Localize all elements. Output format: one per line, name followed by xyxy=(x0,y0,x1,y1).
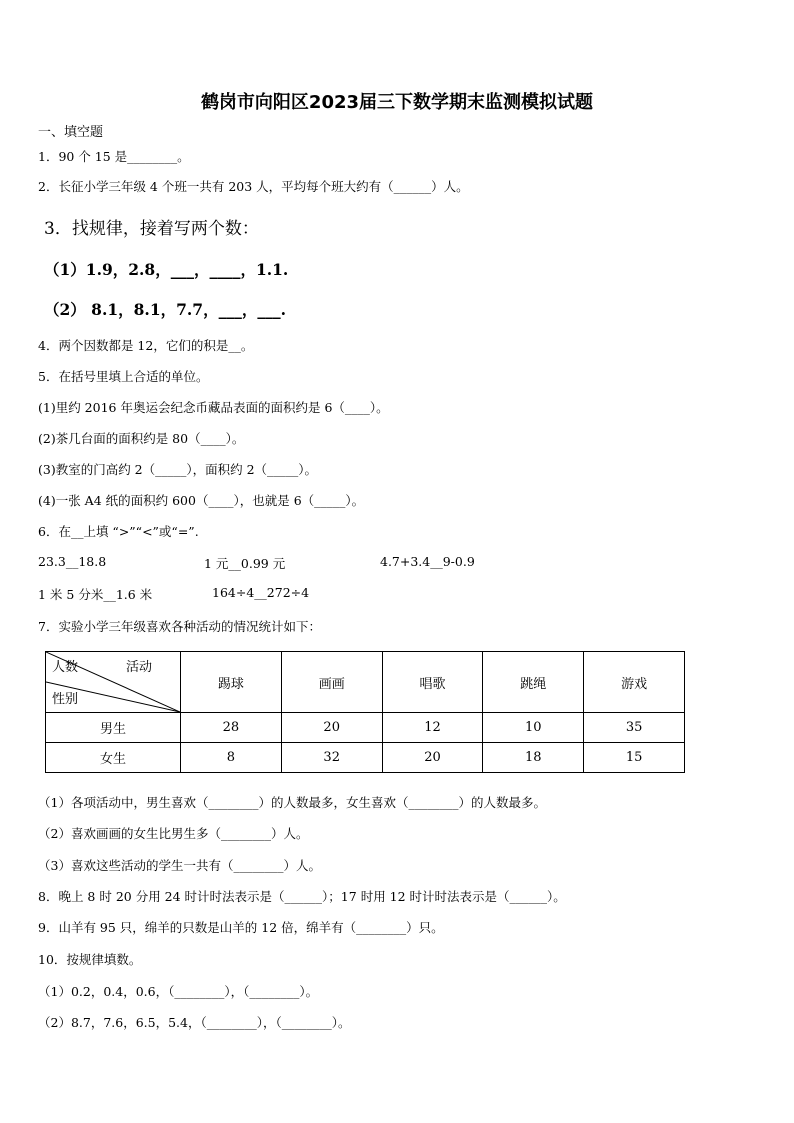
row-label: 女生 xyxy=(46,743,181,773)
question-10-part-1: （1）0.2，0.4，0.6，（________），（________）。 xyxy=(38,984,319,999)
question-5-part-4: (4)一张 A4 纸的面积约 600（____），也就是 6（_____）。 xyxy=(38,493,365,508)
table-cell: 20 xyxy=(382,743,483,773)
question-7-part-2: （2）喜欢画画的女生比男生多（________）人。 xyxy=(38,826,309,841)
question-10-part-2: （2）8.7，7.6，6.5，5.4，（________），（________）。 xyxy=(38,1015,351,1030)
question-3-part-2: （2） 8.1，8.1，7.7，___，___. xyxy=(44,300,286,319)
page-title: 鹤岗市向阳区2023届三下数学期末监测模拟试题 xyxy=(200,92,594,113)
question-6-stem: 6．在__上填 “>”“<”或“=”. xyxy=(38,524,199,539)
question-3-part-1: （1）1.9，2.8，___，____，1.1. xyxy=(44,260,289,279)
table-header-row xyxy=(46,652,685,713)
header-gender-label: 性别 xyxy=(52,692,79,707)
table-cell: 10 xyxy=(483,713,584,743)
column-header: 唱歌 xyxy=(382,652,483,713)
table-cell: 20 xyxy=(281,713,382,743)
question-3-stem: 3．找规律，接着写两个数： xyxy=(44,219,259,239)
compare-item-5: 164÷4__272÷4 xyxy=(212,585,310,600)
question-4: 4．两个因数都是 12，它们的积是__。 xyxy=(38,338,254,353)
column-header: 跳绳 xyxy=(483,652,584,713)
table-cell: 15 xyxy=(584,743,685,773)
question-5-part-1: (1)里约 2016 年奥运会纪念币藏品表面的面积约是 6（____）。 xyxy=(38,400,389,415)
compare-item-4: 1 米 5 分米__1.6 米 xyxy=(38,587,153,602)
row-label: 男生 xyxy=(46,713,181,743)
column-header: 游戏 xyxy=(584,652,685,713)
question-2: 2．长征小学三年级 4 个班一共有 203 人，平均每个班大约有（______）人。 xyxy=(38,179,469,194)
question-5-stem: 5．在括号里填上合适的单位。 xyxy=(38,369,209,384)
column-header: 踢球 xyxy=(181,652,282,713)
table-cell: 8 xyxy=(181,743,282,773)
question-7-stem: 7．实验小学三年级喜欢各种活动的情况统计如下： xyxy=(38,619,321,634)
column-header: 画画 xyxy=(281,652,382,713)
table-row xyxy=(46,713,685,743)
table-cell: 12 xyxy=(382,713,483,743)
question-1: 1．90 个 15 是________。 xyxy=(38,149,190,164)
question-7-part-1: （1）各项活动中，男生喜欢（________）的人数最多，女生喜欢（________）的人数最多。 xyxy=(38,795,546,810)
table-cell: 32 xyxy=(281,743,382,773)
activity-stats-table xyxy=(45,651,685,773)
header-people-label: 人数 xyxy=(52,660,79,675)
question-5-part-2: (2)茶几台面的面积约是 80（____）。 xyxy=(38,431,245,446)
question-8: 8．晚上 8 时 20 分用 24 时计时法表示是（______）；17 时用 12 时计时法表示是（______）。 xyxy=(38,889,566,904)
compare-item-1: 23.3__18.8 xyxy=(38,554,107,569)
question-5-part-3: (3)教室的门高约 2（_____），面积约 2（_____）。 xyxy=(38,462,318,477)
compare-item-2: 1 元__0.99 元 xyxy=(204,556,286,571)
table-row xyxy=(46,743,685,773)
header-activity-label: 活动 xyxy=(126,660,153,675)
table-cell: 28 xyxy=(181,713,282,743)
question-10-stem: 10．按规律填数。 xyxy=(38,952,142,967)
question-7-part-3: （3）喜欢这些活动的学生一共有（________）人。 xyxy=(38,858,321,873)
table-cell: 35 xyxy=(584,713,685,743)
table-cell: 18 xyxy=(483,743,584,773)
diagonal-header-cell xyxy=(46,652,181,713)
compare-item-3: 4.7+3.4__9-0.9 xyxy=(380,554,475,569)
question-9: 9．山羊有 95 只，绵羊的只数是山羊的 12 倍，绵羊有（________）只。 xyxy=(38,920,444,935)
section-heading: 一、填空题 xyxy=(38,125,104,140)
